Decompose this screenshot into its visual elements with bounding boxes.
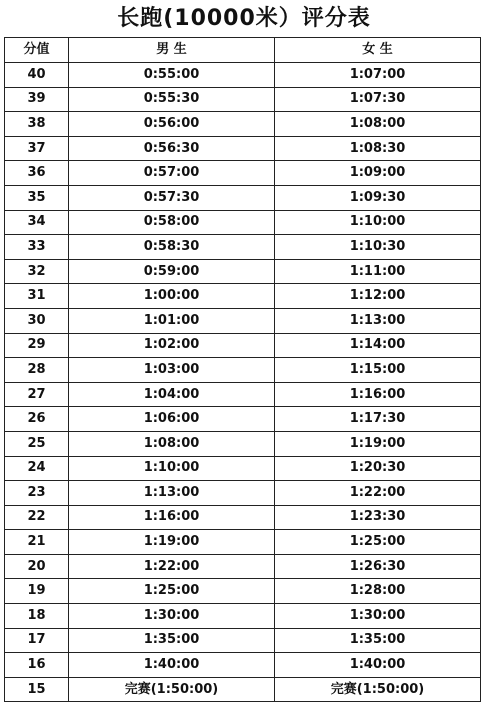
table-row [5, 259, 481, 284]
table-row [5, 112, 481, 137]
cell-score: 33 [5, 235, 69, 260]
cell-male: 1:00:00 [69, 284, 275, 309]
cell-male: 1:08:00 [69, 431, 275, 456]
table-row [5, 235, 481, 260]
cell-male: 1:06:00 [69, 407, 275, 432]
cell-score: 37 [5, 136, 69, 161]
cell-male: 1:03:00 [69, 358, 275, 383]
cell-female: 1:10:30 [275, 235, 481, 260]
cell-female: 1:10:00 [275, 210, 481, 235]
cell-score: 27 [5, 382, 69, 407]
cell-score: 40 [5, 63, 69, 88]
cell-male: 0:58:00 [69, 210, 275, 235]
cell-female: 1:25:00 [275, 530, 481, 555]
cell-score: 19 [5, 579, 69, 604]
page-title: 长跑(10000米）评分表 [117, 6, 371, 31]
cell-female: 1:15:00 [275, 358, 481, 383]
cell-score: 38 [5, 112, 69, 137]
table-row [5, 308, 481, 333]
table-body [5, 63, 481, 702]
cell-female: 1:26:30 [275, 554, 481, 579]
cell-score: 34 [5, 210, 69, 235]
cell-score: 24 [5, 456, 69, 481]
cell-score: 17 [5, 628, 69, 653]
cell-male: 1:02:00 [69, 333, 275, 358]
cell-female: 1:09:30 [275, 185, 481, 210]
table-row [5, 481, 481, 506]
table-row [5, 87, 481, 112]
cell-female: 1:23:30 [275, 505, 481, 530]
cell-score: 16 [5, 653, 69, 678]
cell-female: 1:08:00 [275, 112, 481, 137]
table-row [5, 185, 481, 210]
cell-male: 1:22:00 [69, 554, 275, 579]
cell-female: 1:35:00 [275, 628, 481, 653]
cell-female: 1:09:00 [275, 161, 481, 186]
score-table [4, 37, 481, 702]
cell-female: 1:28:00 [275, 579, 481, 604]
cell-female: 1:19:00 [275, 431, 481, 456]
table-header-row [5, 38, 481, 63]
cell-female: 1:14:00 [275, 333, 481, 358]
cell-female: 1:07:00 [275, 63, 481, 88]
cell-female: 1:11:00 [275, 259, 481, 284]
header-female: 女 生 [275, 38, 481, 63]
cell-male: 完赛(1:50:00) [69, 677, 275, 702]
header-score: 分值 [5, 38, 69, 63]
cell-male: 0:56:00 [69, 112, 275, 137]
table-row [5, 161, 481, 186]
cell-score: 35 [5, 185, 69, 210]
table-row [5, 677, 481, 702]
table-row [5, 407, 481, 432]
cell-female: 1:17:30 [275, 407, 481, 432]
cell-score: 21 [5, 530, 69, 555]
table-row [5, 210, 481, 235]
cell-female: 1:20:30 [275, 456, 481, 481]
cell-score: 29 [5, 333, 69, 358]
table-row [5, 505, 481, 530]
cell-female: 1:40:00 [275, 653, 481, 678]
cell-score: 31 [5, 284, 69, 309]
cell-score: 18 [5, 604, 69, 629]
cell-male: 0:56:30 [69, 136, 275, 161]
table-row [5, 431, 481, 456]
header-male: 男 生 [69, 38, 275, 63]
cell-score: 15 [5, 677, 69, 702]
table-row [5, 63, 481, 88]
cell-male: 0:58:30 [69, 235, 275, 260]
cell-score: 22 [5, 505, 69, 530]
table-row [5, 456, 481, 481]
cell-male: 0:55:00 [69, 63, 275, 88]
cell-female: 1:22:00 [275, 481, 481, 506]
cell-male: 1:04:00 [69, 382, 275, 407]
cell-score: 20 [5, 554, 69, 579]
table-row [5, 136, 481, 161]
table-row [5, 628, 481, 653]
cell-male: 0:55:30 [69, 87, 275, 112]
table-row [5, 284, 481, 309]
cell-male: 1:13:00 [69, 481, 275, 506]
cell-score: 23 [5, 481, 69, 506]
cell-score: 25 [5, 431, 69, 456]
cell-male: 1:35:00 [69, 628, 275, 653]
cell-score: 30 [5, 308, 69, 333]
table-row [5, 333, 481, 358]
cell-female: 1:12:00 [275, 284, 481, 309]
table-row [5, 554, 481, 579]
cell-male: 1:01:00 [69, 308, 275, 333]
table-row [5, 382, 481, 407]
table-row [5, 604, 481, 629]
table-row [5, 579, 481, 604]
cell-score: 26 [5, 407, 69, 432]
cell-score: 28 [5, 358, 69, 383]
cell-male: 1:40:00 [69, 653, 275, 678]
cell-female: 1:13:00 [275, 308, 481, 333]
table-row [5, 358, 481, 383]
table-row [5, 530, 481, 555]
cell-male: 1:16:00 [69, 505, 275, 530]
cell-female: 1:16:00 [275, 382, 481, 407]
cell-male: 1:25:00 [69, 579, 275, 604]
cell-male: 0:57:30 [69, 185, 275, 210]
cell-female: 1:30:00 [275, 604, 481, 629]
cell-score: 36 [5, 161, 69, 186]
cell-male: 1:30:00 [69, 604, 275, 629]
cell-female: 1:08:30 [275, 136, 481, 161]
cell-score: 32 [5, 259, 69, 284]
table-row [5, 653, 481, 678]
cell-male: 0:57:00 [69, 161, 275, 186]
cell-male: 1:10:00 [69, 456, 275, 481]
cell-male: 0:59:00 [69, 259, 275, 284]
cell-male: 1:19:00 [69, 530, 275, 555]
cell-score: 39 [5, 87, 69, 112]
cell-female: 完赛(1:50:00) [275, 677, 481, 702]
cell-female: 1:07:30 [275, 87, 481, 112]
